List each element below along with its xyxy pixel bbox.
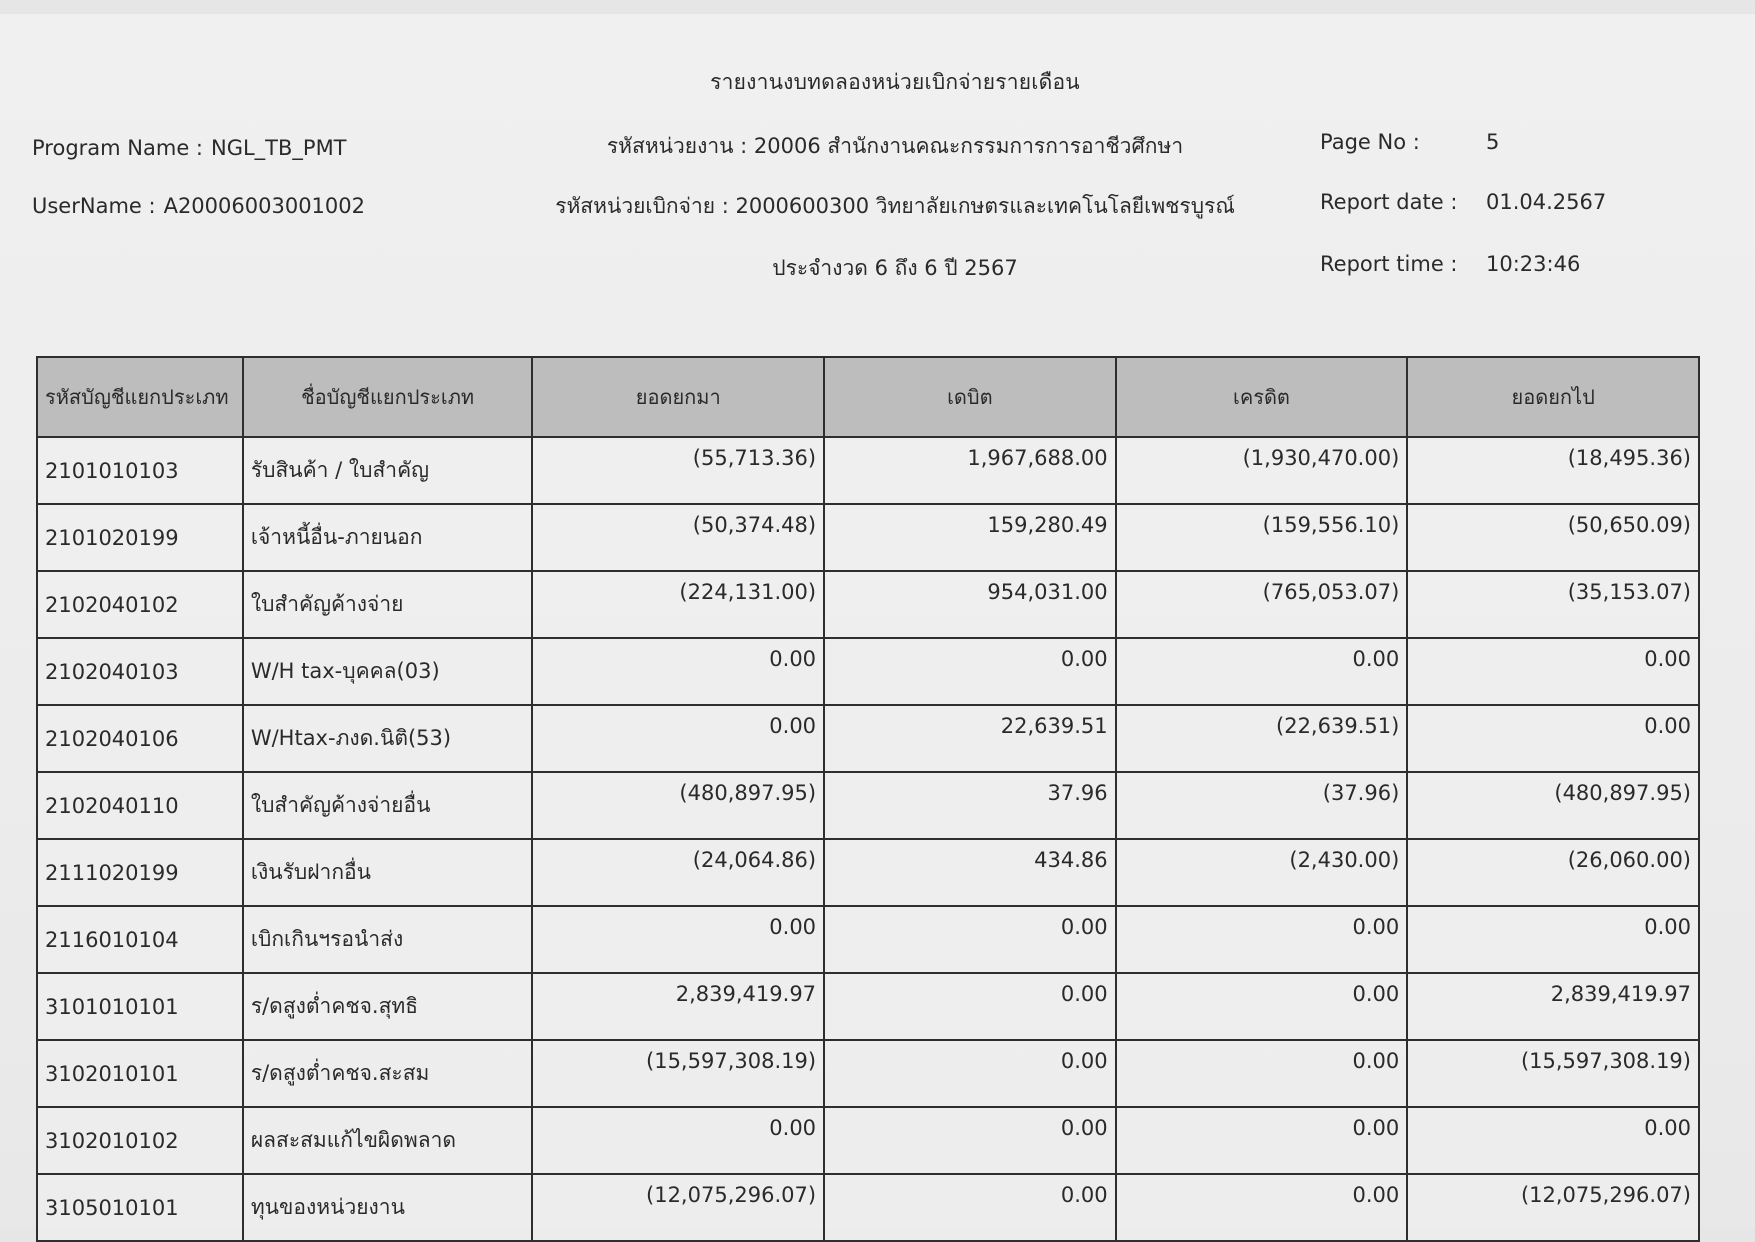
account-code-cell: 3102010101 — [37, 1040, 243, 1107]
table-row — [37, 571, 1699, 638]
report-title: รายงานงบทดลองหน่วยเบิกจ่ายรายเดือน — [710, 70, 1080, 94]
credit-cell: (765,053.07) — [1116, 571, 1408, 638]
brought-forward-cell: (224,131.00) — [532, 571, 824, 638]
credit-cell: 0.00 — [1116, 1174, 1408, 1241]
debit-cell: 0.00 — [824, 973, 1116, 1040]
report-time-value: 10:23:46 — [1486, 252, 1581, 276]
account-code-cell: 3101010101 — [37, 973, 243, 1040]
header-carried-forward: ยอดยกไป — [1407, 357, 1699, 437]
account-name-cell: W/H tax-บุคคล(03) — [243, 638, 533, 705]
account-name-cell: เงินรับฝากอื่น — [243, 839, 533, 906]
header-account-code: รหัสบัญชีแยกประเภท — [37, 357, 243, 437]
brought-forward-cell: (24,064.86) — [532, 839, 824, 906]
table-header-row — [37, 357, 1699, 437]
table-row — [37, 772, 1699, 839]
account-code-cell: 2101020199 — [37, 504, 243, 571]
table-row — [37, 906, 1699, 973]
carried-forward-cell: 0.00 — [1407, 638, 1699, 705]
carried-forward-cell: (12,075,296.07) — [1407, 1174, 1699, 1241]
account-name-cell: รับสินค้า / ใบสำคัญ — [243, 437, 533, 504]
program-name-value: NGL_TB_PMT — [210, 136, 347, 160]
account-name-cell: เจ้าหนี้อื่น-ภายนอก — [243, 504, 533, 571]
debit-cell: 0.00 — [824, 1107, 1116, 1174]
credit-cell: (159,556.10) — [1116, 504, 1408, 571]
table-row — [37, 839, 1699, 906]
debit-cell: 434.86 — [824, 839, 1116, 906]
username-value: A20006003001002 — [163, 194, 365, 218]
report-paper — [0, 14, 1755, 1228]
credit-cell: (2,430.00) — [1116, 839, 1408, 906]
report-period: ประจำงวด 6 ถึง 6 ปี 2567 — [772, 256, 1018, 280]
header-account-name: ชื่อบัญชีแยกประเภท — [243, 357, 533, 437]
table-row — [37, 705, 1699, 772]
brought-forward-cell: 0.00 — [532, 906, 824, 973]
carried-forward-cell: (50,650.09) — [1407, 504, 1699, 571]
account-code-cell: 3105010101 — [37, 1174, 243, 1241]
debit-cell: 0.00 — [824, 638, 1116, 705]
brought-forward-cell: 2,839,419.97 — [532, 973, 824, 1040]
carried-forward-cell: (15,597,308.19) — [1407, 1040, 1699, 1107]
carried-forward-cell: 0.00 — [1407, 906, 1699, 973]
carried-forward-cell: 0.00 — [1407, 705, 1699, 772]
carried-forward-cell: 2,839,419.97 — [1407, 973, 1699, 1040]
account-name-cell: W/Htax-ภงด.นิติ(53) — [243, 705, 533, 772]
debit-cell: 0.00 — [824, 1040, 1116, 1107]
account-code-cell: 2102040110 — [37, 772, 243, 839]
account-code-cell: 2102040106 — [37, 705, 243, 772]
header-debit: เดบิต — [824, 357, 1116, 437]
debit-cell: 159,280.49 — [824, 504, 1116, 571]
brought-forward-cell: 0.00 — [532, 1107, 824, 1174]
report-date-label: Report date : — [1320, 190, 1458, 214]
header-credit: เครดิต — [1116, 357, 1408, 437]
carried-forward-cell: (480,897.95) — [1407, 772, 1699, 839]
account-name-cell: ทุนของหน่วยงาน — [243, 1174, 533, 1241]
debit-cell: 954,031.00 — [824, 571, 1116, 638]
brought-forward-cell: 0.00 — [532, 705, 824, 772]
credit-cell: 0.00 — [1116, 1040, 1408, 1107]
page-no-value: 5 — [1486, 130, 1500, 154]
table-row — [37, 1107, 1699, 1174]
account-name-cell: เบิกเกินฯรอนำส่ง — [243, 906, 533, 973]
brought-forward-cell: (15,597,308.19) — [532, 1040, 824, 1107]
account-name-cell: ใบสำคัญค้างจ่าย — [243, 571, 533, 638]
brought-forward-cell: (55,713.36) — [532, 437, 824, 504]
credit-cell: 0.00 — [1116, 1107, 1408, 1174]
program-name-label: Program Name : — [32, 136, 203, 160]
table-row — [37, 1040, 1699, 1107]
debit-cell: 37.96 — [824, 772, 1116, 839]
header-brought-forward: ยอดยกมา — [532, 357, 824, 437]
table-row — [37, 437, 1699, 504]
account-name-cell: ร/ดสูงต่ำคชจ.สุทธิ — [243, 973, 533, 1040]
brought-forward-cell: (480,897.95) — [532, 772, 824, 839]
credit-cell: (22,639.51) — [1116, 705, 1408, 772]
account-code-cell: 3102010102 — [37, 1107, 243, 1174]
table-row — [37, 1174, 1699, 1241]
account-code-cell: 2116010104 — [37, 906, 243, 973]
account-name-cell: ใบสำคัญค้างจ่ายอื่น — [243, 772, 533, 839]
brought-forward-cell: (50,374.48) — [532, 504, 824, 571]
account-code-cell: 2102040103 — [37, 638, 243, 705]
account-code-cell: 2111020199 — [37, 839, 243, 906]
carried-forward-cell: 0.00 — [1407, 1107, 1699, 1174]
credit-cell: (37.96) — [1116, 772, 1408, 839]
trial-balance-table — [36, 356, 1700, 1242]
brought-forward-cell: (12,075,296.07) — [532, 1174, 824, 1241]
account-name-cell: ผลสะสมแก้ไขผิดพลาด — [243, 1107, 533, 1174]
username-label: UserName : — [32, 194, 156, 218]
credit-cell: 0.00 — [1116, 638, 1408, 705]
carried-forward-cell: (26,060.00) — [1407, 839, 1699, 906]
table-row — [37, 638, 1699, 705]
credit-cell: 0.00 — [1116, 973, 1408, 1040]
table-row — [37, 504, 1699, 571]
carried-forward-cell: (35,153.07) — [1407, 571, 1699, 638]
page-no-label: Page No : — [1320, 130, 1420, 154]
debit-cell: 0.00 — [824, 906, 1116, 973]
debit-cell: 1,967,688.00 — [824, 437, 1116, 504]
table-row — [37, 973, 1699, 1040]
debit-cell: 22,639.51 — [824, 705, 1116, 772]
report-date-value: 01.04.2567 — [1486, 190, 1607, 214]
report-time-label: Report time : — [1320, 252, 1458, 276]
carried-forward-cell: (18,495.36) — [1407, 437, 1699, 504]
account-code-cell: 2102040102 — [37, 571, 243, 638]
credit-cell: 0.00 — [1116, 906, 1408, 973]
account-code-cell: 2101010103 — [37, 437, 243, 504]
disbursement-unit: รหัสหน่วยเบิกจ่าย : 2000600300 วิทยาลัยเกษตรและเทคโนโลยีเพชรบูรณ์ — [555, 194, 1235, 218]
account-name-cell: ร/ดสูงต่ำคชจ.สะสม — [243, 1040, 533, 1107]
credit-cell: (1,930,470.00) — [1116, 437, 1408, 504]
brought-forward-cell: 0.00 — [532, 638, 824, 705]
debit-cell: 0.00 — [824, 1174, 1116, 1241]
agency-code: รหัสหน่วยงาน : 20006 สำนักงานคณะกรรมการการอาชีวศึกษา — [606, 134, 1184, 158]
